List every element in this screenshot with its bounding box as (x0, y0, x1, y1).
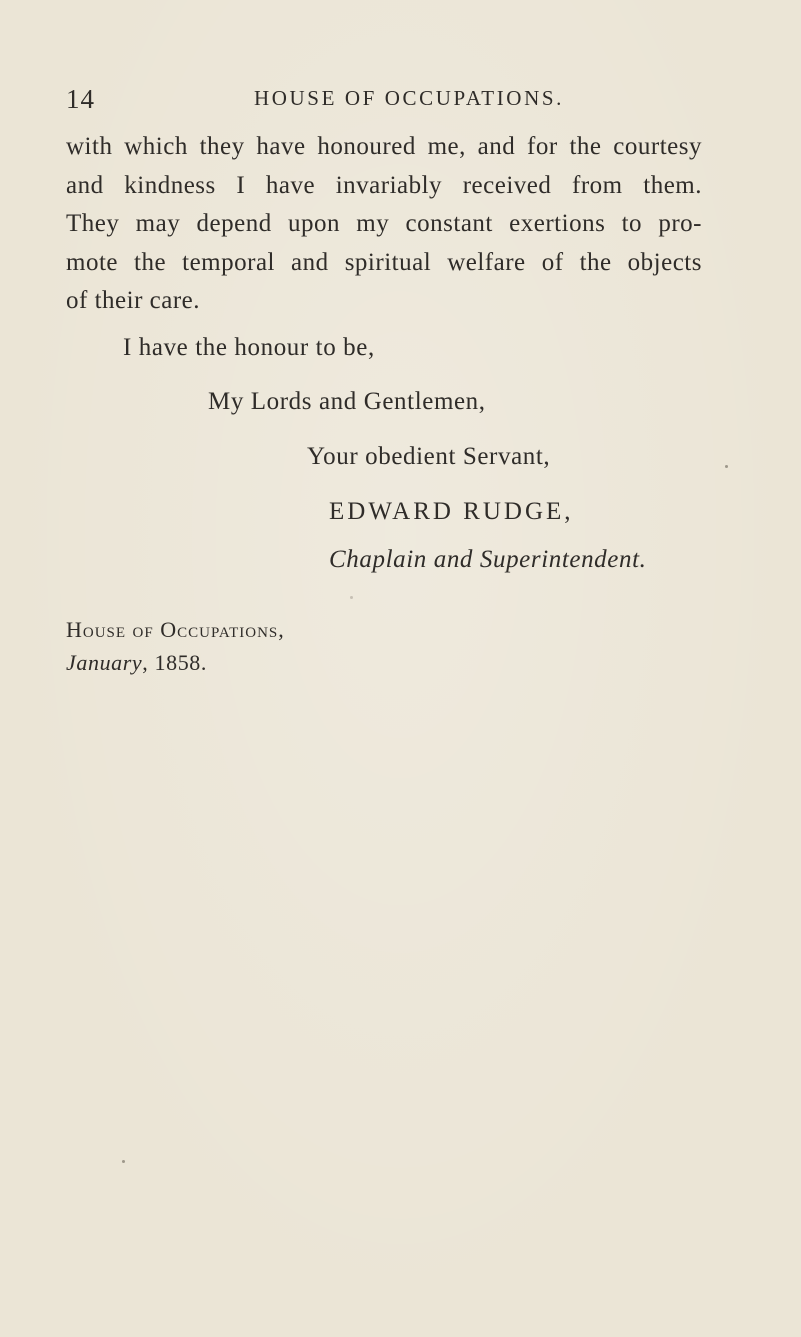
body-line: mote the temporal and spiritual welfare of the objects (66, 248, 702, 276)
dateline-year: , 1858. (142, 650, 207, 675)
body-paragraph (66, 128, 702, 321)
dateline-month: January (66, 650, 143, 675)
closing-line-salutation: My Lords and Gentlemen, (208, 388, 486, 415)
body-line: They may depend upon my constant exertions to pro- (66, 210, 702, 238)
signature-title: Chaplain and Superintendent. (329, 546, 647, 573)
page-number: 14 (66, 84, 95, 114)
closing-line-servant: Your obedient Servant, (307, 443, 551, 470)
page-header (66, 84, 706, 116)
body-line: with which they have honoured me, and for the courtesy (66, 133, 702, 160)
body-line: and kindness I have invariably received from them. (66, 171, 702, 199)
signature-name: EDWARD RUDGE, (329, 498, 574, 525)
paper-speck (350, 596, 353, 599)
dateline-date (66, 650, 207, 676)
paper-speck (122, 1160, 125, 1163)
paper-speck (725, 465, 728, 468)
dateline-place: House of Occupations, (66, 617, 285, 642)
running-head: HOUSE OF OCCUPATIONS. (254, 86, 564, 110)
body-line: of their care. (66, 287, 201, 315)
closing-line-honour: I have the honour to be, (123, 334, 375, 361)
